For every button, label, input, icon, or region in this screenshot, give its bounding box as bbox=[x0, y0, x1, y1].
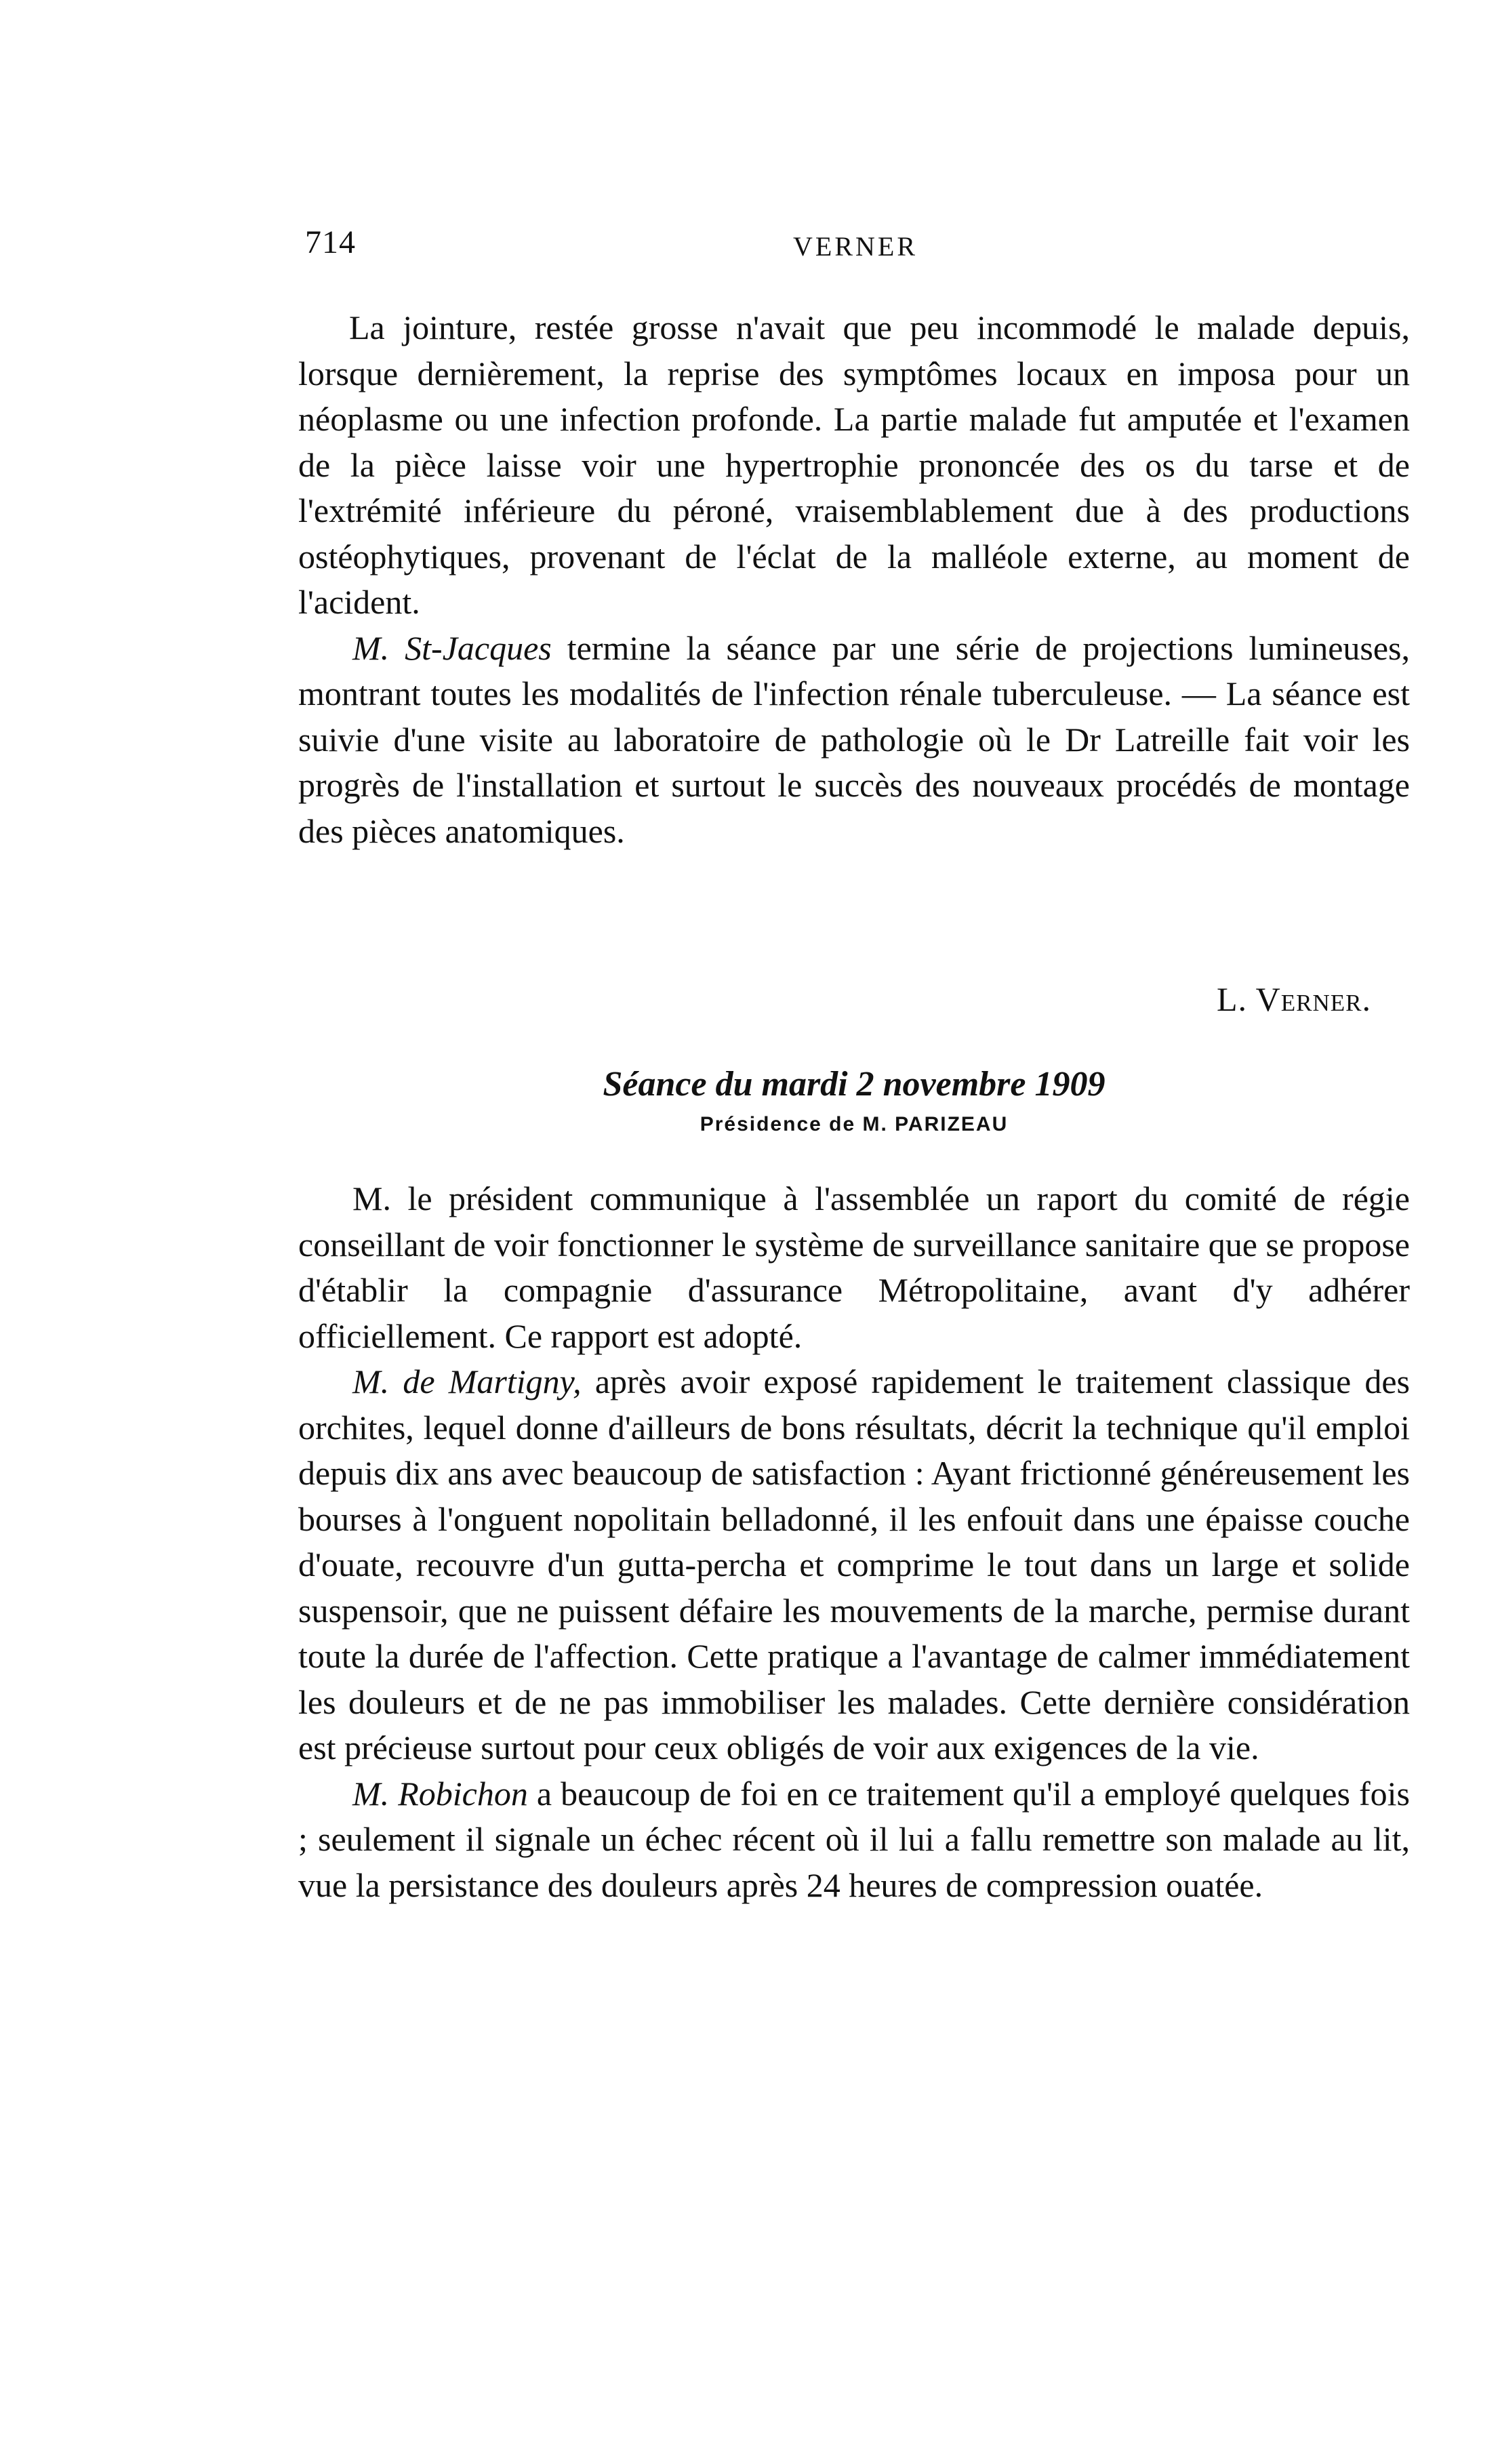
paragraph: M. le président communique à l'assemblée un raport du comité de régie conseillant de voir fonctionner le système de surveillance sanitaire que se propose d'établir la compagnie d'assurance Métropolitaine, avant d'y adhérer officiellement. Ce rapport est adopté. bbox=[298, 1179, 1410, 1355]
paragraph-text: termine la séance par une série de projections lumineuses, montrant toutes les modalités de l'infection rénale tuberculeuse. — La séance est suivie d'une visite au laboratoire de pathologie où le Dr Latreille fait voir les progrès de l'installation et surtout le succès des nouveaux procédés de montage des pièces anatomiques. bbox=[298, 628, 1410, 850]
running-title: VERNER bbox=[793, 231, 918, 262]
author-signature: L. Verner. bbox=[1217, 980, 1371, 1018]
page-number: 714 bbox=[305, 224, 356, 260]
paragraph bbox=[298, 1771, 1410, 1909]
paragraph bbox=[298, 1359, 1410, 1771]
session-heading: Séance du mardi 2 novembre 1909 bbox=[603, 1065, 1106, 1104]
paragraph-text: après avoir exposé rapidement le traitement classique des orchites, lequel donne d'ailleurs de bons résultats, décrit la technique qu'il emploi depuis dix ans avec beaucoup de satisfaction : Ayant frictionné généreusement les bourses à l'onguent nopolitain belladonné, il les enfouit dans une épaisse couche d'ouate, recouvre d'un gutta-percha et comprime le tout dans un large et solide suspensoir, que ne puissent défaire les mouvements de la marche, permise durant toute la durée de l'affection. Cette pratique a l'avantage de calmer immédiatement les douleurs et de ne pas immobiliser les malades. Cette dernière considération est précieuse surtout pour ceux obligés de voir aux exigences de la vie. bbox=[298, 1362, 1411, 1766]
section-2-body bbox=[298, 1176, 1410, 1908]
speaker-name: M. St-Jacques bbox=[352, 628, 552, 667]
paragraph: La jointure, restée grosse n'avait que peu incommodé le malade depuis, lorsque dernièrement, la reprise des symptômes locaux en imposa pour un néoplasme ou une infection profonde. La partie malade fut amputée et l'examen de la pièce laisse voir une hypertrophie prononcée des os du tarse et de l'extrémité inférieure du péroné, vraisemblablement due à des productions ostéophytiques, provenant de l'éclat de la malléole externe, au moment de l'acident. bbox=[298, 308, 1410, 621]
paragraph bbox=[298, 626, 1410, 855]
speaker-name: M. de Martigny, bbox=[352, 1362, 582, 1400]
running-head bbox=[305, 224, 1417, 271]
paragraph-text: a beaucoup de foi en ce traitement qu'il a employé quelques fois ; seulement il signale un échec récent où il lui a fallu remettre son malade au lit, vue la persistance des douleurs après 24 heures de compression ouatée. bbox=[298, 1774, 1411, 1904]
section-1-body bbox=[298, 305, 1410, 854]
speaker-name: M. Robichon bbox=[352, 1774, 528, 1813]
session-presidency: Présidence de M. PARIZEAU bbox=[700, 1113, 1009, 1135]
